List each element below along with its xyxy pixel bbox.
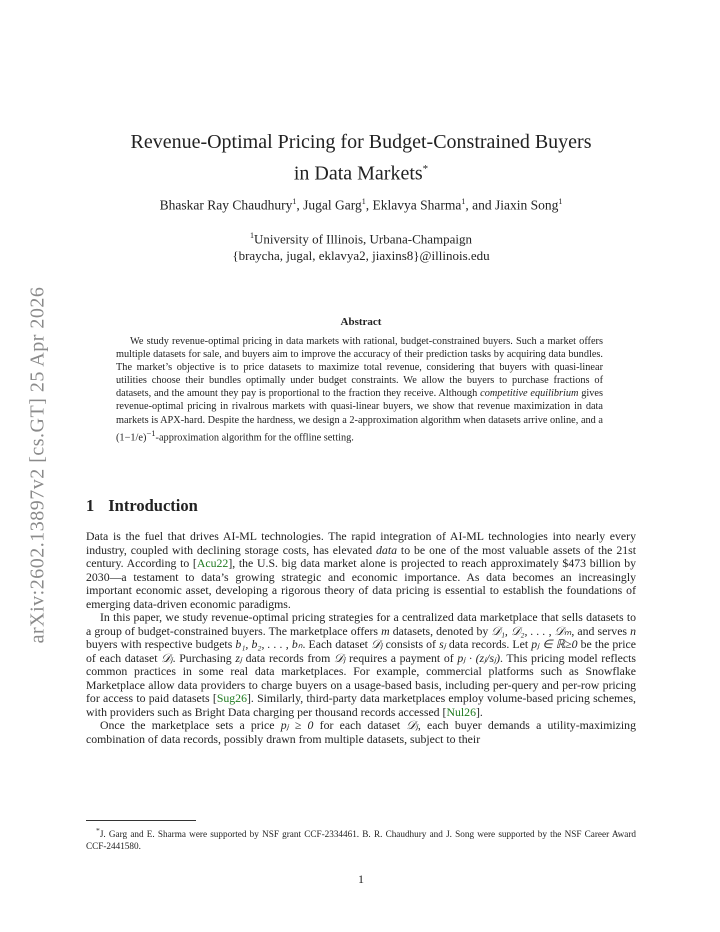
affiliation-mark: 1 (249, 231, 254, 240)
author: Eklavya Sharma (372, 197, 462, 213)
section-title: Introduction (108, 496, 198, 515)
footnote-rule (86, 820, 196, 821)
arxiv-identifier: arXiv:2602.13897v2 [cs.GT] 25 Apr 2026 (26, 286, 49, 644)
section-number: 1 (86, 496, 95, 515)
paper-title (86, 129, 636, 188)
title-line-1: Revenue-Optimal Pricing for Budget-Constrained Buyers (130, 131, 592, 153)
paragraph: Data is the fuel that drives AI-ML technologies. The rapid integration of AI-ML technologies into nearly every industry, coupled with declining storage costs, has elevated data to be one of the most valuable assets of the 21st century. According to [Acu22], the U.S. big data market alone is projected to reach approximately $473 billion by 2030—a testament to data’s growing strategic and economic importance. As data becomes an increasingly important economic asset, developing a rigorous theory of data pricing is essential to establish the foundations of emerging data-driven economic paradigms. (86, 529, 636, 611)
title-footnote-mark: * (422, 163, 429, 175)
author-list (86, 197, 636, 214)
abstract-heading: Abstract (340, 316, 382, 328)
footnote-mark: * (96, 826, 100, 835)
author-affiliation-mark: 1 (558, 197, 563, 206)
affiliation-block (86, 227, 636, 264)
affiliation: $^1$University of Illinois, Urbana-Champaign (249, 231, 473, 247)
author-affiliation-mark: 1 (292, 197, 297, 206)
author-separator: , (296, 197, 304, 213)
author-separator: , and (465, 197, 495, 213)
abstract-exponent: −1 (146, 427, 156, 438)
page-number: 1 (358, 872, 364, 886)
section-heading (86, 496, 198, 516)
title-line-2: in Data Markets* (293, 162, 429, 185)
citation-link[interactable]: Nul26 (446, 704, 476, 719)
author-affiliation-mark: 1 (361, 197, 366, 206)
abstract-text: We study revenue-optimal pricing in data markets with rational, budget-constrained buyers. Such a market offers multiple datasets for sale, and buyers aim to improve the accuracy of their prediction tasks by acquiring data bundles. The market’s objective is to price datasets to maximize total revenue, considering that buyers with quasi-linear utilities choose their bundles optimally under budget constraints. We allow the buyers to purchase fractions of datasets, and the amount they pay is proportional to the fraction they receive. Although competitive equilibrium gives revenue-optimal pricing in rivalrous markets with quasi-linear buyers, we show that revenue maximization in data markets is APX-hard. Despite the hardness, we design a 2-approximation algorithm when datasets arrive online, and a $(1-1/e)^{-1}$-approximation algorithm for the offline setting. (116, 336, 603, 444)
body-text (86, 530, 636, 746)
author-separator: , (365, 197, 373, 213)
author: Jiaxin Song (494, 197, 559, 213)
paragraph: In this paper, we study revenue-optimal pricing strategies for a centralized data marketplace that sells datasets to a group of budget-constrained buyers. The marketplace offers m datasets, denoted by 𝒟₁, 𝒟₂, . . . , 𝒟ₘ, and serves n buyers with respective budgets b₁, b₂, . . . , bₙ. Each dataset 𝒟ⱼ consists of sⱼ data records. Let pⱼ ∈ ℝ≥0 be the price of each dataset 𝒟ⱼ. Purchasing zⱼ data records from 𝒟ⱼ requires a payment of pⱼ · (zⱼ/sⱼ). This pricing model reflects common practices in some real data marketplaces. For example, commercial platforms such as Snowflake Marketplace allow data providers to charge buyers on a usage-based basis, including per-query and per-row pricing for access to paid datasets [Sug26]. Similarly, third-party data marketplaces employ volume-based pricing schemes, with providers such as Bright Data charging per thousand records accessed [Nul26]. (86, 610, 637, 719)
citation-link[interactable]: Sug26 (216, 691, 247, 705)
abstract-emphasis: competitive equilibrium (480, 388, 579, 400)
citation-link[interactable]: Acu22 (196, 556, 229, 570)
paragraph: Once the marketplace sets a price pⱼ ≥ 0 for each dataset 𝒟ⱼ, each buyer demands a utility-maximizing combination of data records, possibly drawn from multiple datasets, subject to their (86, 718, 636, 746)
author: Bhaskar Ray Chaudhury (159, 197, 293, 213)
author: Jugal Garg (303, 197, 362, 213)
footnote: *J. Garg and E. Sharma were supported by NSF grant CCF-2334461. B. R. Chaudhury and J. Song were supported by the NSF Career Award CCF-2441580. (86, 826, 636, 852)
author-affiliation-mark: 1 (461, 197, 466, 206)
author-emails: {braycha, jugal, eklavya2, jiaxins8}@illinois.edu (232, 248, 490, 264)
